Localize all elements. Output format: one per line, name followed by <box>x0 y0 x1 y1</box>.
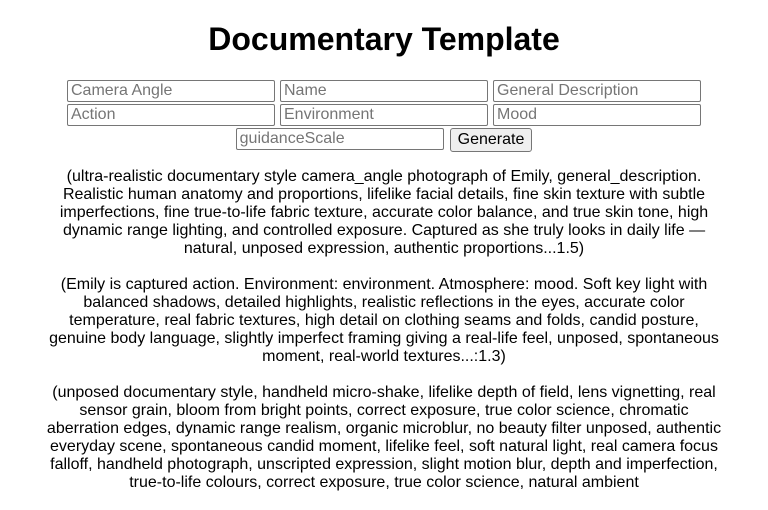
prompt-paragraph-1: (ultra-realistic documentary style camera_angle photograph of Emily, general_description. Realistic human anatomy and proportions, lifelike facial details, fine skin texture with subtle imperfections, fine true-to-life fabric texture, accurate color balance, and true skin tone, high dynamic range lighting, and controlled exposure. Captured as she truly looks in daily life — natural, unposed expression, authentic proportions...1.5) <box>59 168 709 257</box>
form-row-2 <box>0 104 768 128</box>
prompt-form <box>0 80 768 152</box>
camera-angle-input[interactable] <box>67 80 275 102</box>
guidance-scale-input[interactable] <box>236 128 444 150</box>
action-input[interactable] <box>67 104 275 126</box>
prompt-output <box>44 168 724 510</box>
page-title: Documentary Template <box>208 21 560 57</box>
prompt-paragraph-2: (Emily is captured action. Environment: environment. Atmosphere: mood. Soft key light with balanced shadows, detailed highlights, realistic reflections in the eyes, accurate color temperature, real fabric textures, high detail on clothing seams and folds, candid posture, genuine body language, slightly imperfect framing giving a real-life feel, unposed, spontaneous moment, real-world textures...:1.3) <box>49 276 719 365</box>
environment-input[interactable] <box>280 104 488 126</box>
general-description-input[interactable] <box>493 80 701 102</box>
name-input[interactable] <box>280 80 488 102</box>
form-row-1 <box>0 80 768 104</box>
mood-input[interactable] <box>493 104 701 126</box>
prompt-paragraph-3: (unposed documentary style, handheld micro-shake, lifelike depth of field, lens vignetting, real sensor grain, bloom from bright points, correct exposure, true color science, chromatic aberration edges, dynamic range realism, organic microblur, no beauty filter unposed, authentic everyday scene, spontaneous candid moment, lifelike feel, soft natural light, real camera focus falloff, handheld photograph, unscripted expression, slight motion blur, depth and imperfection, true-to-life colours, correct exposure, true color science, natural ambient <box>46 384 722 491</box>
generate-button[interactable]: Generate <box>450 128 533 152</box>
form-row-3 <box>0 128 768 152</box>
